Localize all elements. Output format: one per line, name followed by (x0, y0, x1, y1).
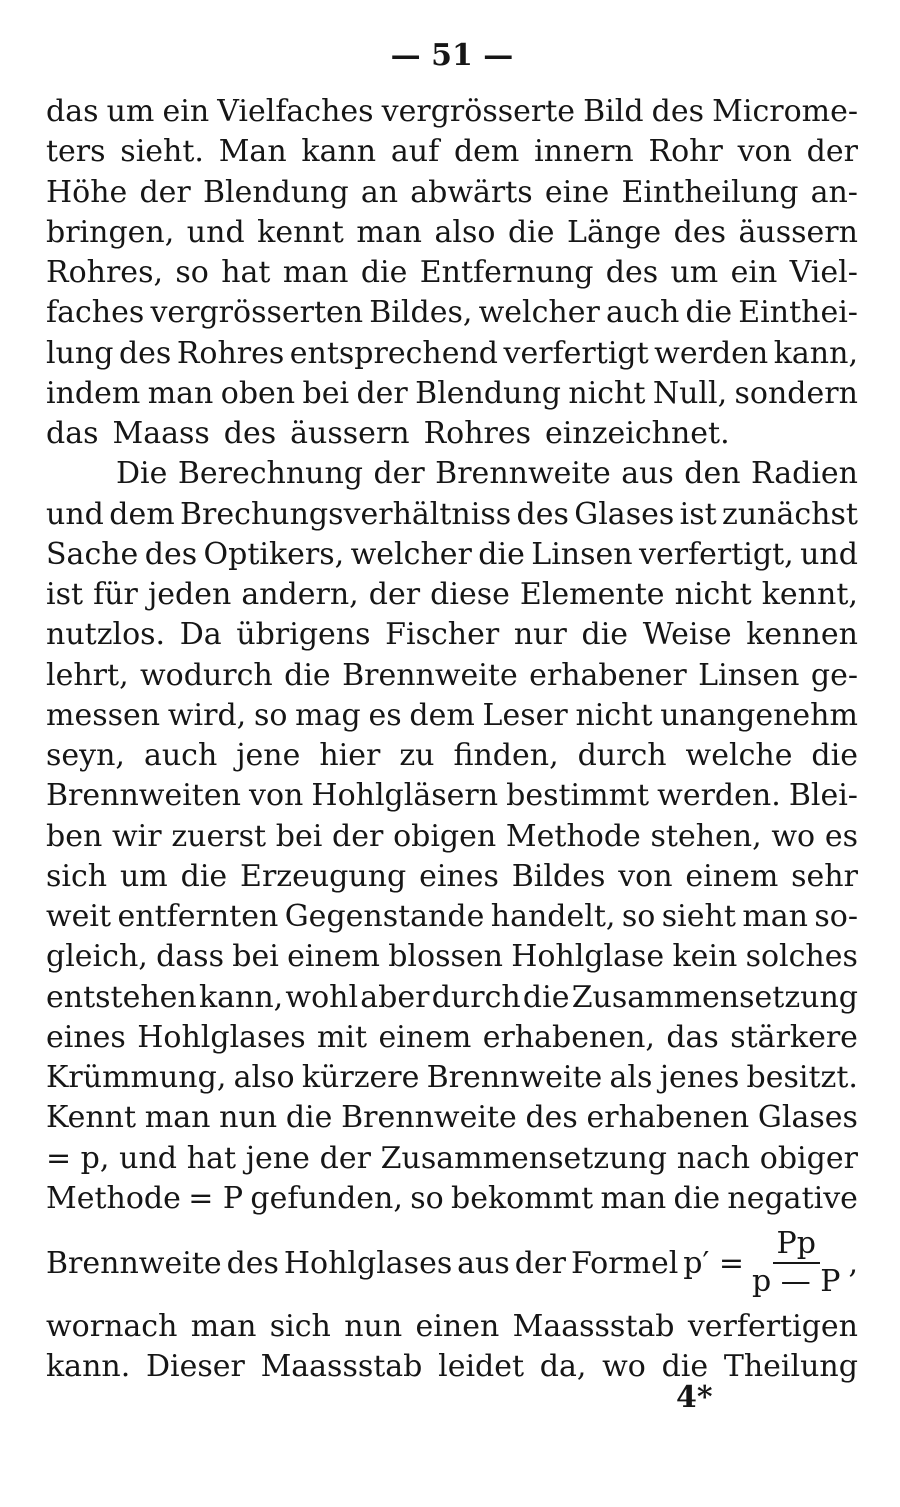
word: ist (679, 496, 717, 532)
word: Null, (652, 375, 728, 411)
word: entstehen (46, 979, 197, 1015)
word: man (742, 899, 808, 934)
word: indem (46, 375, 141, 411)
word: erhabenen (586, 1100, 750, 1136)
word: da, (539, 1349, 587, 1385)
word: Methode (505, 818, 641, 854)
word: welcher (350, 536, 472, 572)
word: sondern (734, 375, 858, 411)
word: die (285, 1100, 333, 1136)
word: wornach (46, 1309, 178, 1344)
word: bestimmt (506, 778, 650, 814)
word: Krümmung, (46, 1060, 227, 1095)
word: Formel (570, 1245, 679, 1281)
word: Hohlglases (283, 1245, 453, 1281)
word: Gegenstande (284, 899, 485, 934)
word: sieht. (120, 134, 204, 170)
text-line (46, 696, 858, 736)
word: welche (685, 738, 793, 773)
word: innern (534, 134, 634, 170)
word: der (319, 1140, 371, 1176)
word: = P (188, 1180, 244, 1216)
word: Radien (750, 456, 858, 492)
word: mag (295, 697, 361, 733)
word: dem (453, 134, 520, 170)
word: einem (378, 1019, 472, 1055)
text-line (46, 132, 858, 172)
word: Fischer (385, 617, 500, 653)
word: Microme- (712, 94, 858, 129)
word: Blei- (788, 778, 858, 814)
fraction-numerator: Pp (773, 1226, 820, 1264)
word: vergrösserte (381, 94, 576, 129)
word: aus (457, 1245, 510, 1281)
text-line (46, 293, 858, 333)
word: hat (186, 1140, 237, 1176)
word: also (233, 1060, 295, 1095)
text-line (46, 857, 858, 897)
word: nicht (674, 577, 752, 612)
word: kennen (746, 617, 858, 653)
word: dem (409, 697, 475, 733)
word: jenes (659, 1060, 740, 1095)
word: faches (46, 295, 145, 331)
text-line (46, 414, 858, 454)
word: hier (319, 738, 381, 773)
word: Vielfaches (217, 94, 374, 129)
word: Hohlglases (137, 1019, 306, 1055)
word: Rohres (423, 416, 532, 451)
word: man (190, 1309, 257, 1344)
word: jene (236, 738, 301, 773)
text-line (46, 817, 858, 857)
word: durch (577, 738, 667, 773)
word: eine (544, 174, 610, 210)
word: verfertigt, (639, 536, 794, 572)
word: werden (654, 335, 769, 371)
word: Brennweite (435, 456, 611, 492)
word: die (180, 858, 228, 894)
word: des (525, 1100, 578, 1136)
text-line (46, 374, 858, 414)
word: verfertigen (687, 1309, 858, 1344)
word: ben (46, 818, 103, 854)
word: gleich, (46, 939, 148, 975)
word: lehrt, (46, 657, 129, 693)
word: die (360, 255, 408, 290)
word: des (516, 496, 569, 532)
word: zu (399, 738, 435, 773)
word: kürzere (301, 1060, 420, 1095)
text-line (46, 1307, 858, 1347)
word: ge- (810, 657, 858, 693)
word: unangenehm (660, 697, 858, 733)
text-line (46, 213, 858, 253)
word: von (737, 134, 792, 170)
word: wird, (167, 697, 247, 733)
word: kann (301, 134, 377, 170)
word: der (139, 174, 191, 210)
word: entfernten (117, 899, 279, 934)
word: die (284, 657, 331, 693)
word: äussern (738, 214, 858, 250)
word: erhabenen, (482, 1019, 655, 1055)
formula (683, 1226, 858, 1300)
word: messen (46, 697, 161, 733)
word: Länge (567, 214, 662, 250)
word: nutzlos. (46, 617, 166, 653)
word: von (618, 858, 673, 894)
word: kennt, (761, 577, 858, 612)
word: zuerst (171, 818, 267, 854)
word: man (282, 255, 349, 290)
word: Rohres, (46, 255, 163, 290)
word: kann. (46, 1349, 131, 1385)
word: man (600, 1180, 667, 1216)
word: äussern (290, 416, 410, 451)
word: Höhe (46, 174, 128, 210)
word: nun (219, 1100, 278, 1136)
word: und (119, 1140, 178, 1176)
text-line (46, 615, 858, 655)
word: aus (621, 456, 674, 492)
page (46, 36, 858, 1388)
word: um (106, 94, 155, 129)
word: Brennweite (46, 1245, 222, 1281)
word: Brennweiten (46, 778, 241, 814)
word: solches (745, 939, 858, 975)
word: obigen (393, 818, 497, 854)
word: Brennweite (342, 657, 518, 693)
word: Blendung (202, 174, 349, 210)
word: an- (810, 174, 858, 210)
word: Zusammensetzung (571, 979, 858, 1015)
word: diese (430, 577, 510, 612)
word: den (684, 456, 741, 492)
word: leidet (438, 1349, 525, 1385)
word: so (410, 1180, 444, 1216)
word: nur (513, 617, 567, 653)
word: es (824, 818, 858, 854)
word: durch (431, 979, 521, 1015)
word: bei (275, 818, 323, 854)
text-line (46, 535, 858, 575)
text-line (46, 495, 858, 535)
word: das (46, 416, 99, 451)
word: wo (771, 818, 816, 854)
word: bekommt (451, 1180, 594, 1216)
text-line (46, 656, 858, 696)
word: Maassstab (260, 1349, 423, 1385)
formula-comma: , (848, 1245, 858, 1281)
word: einem (287, 939, 380, 975)
word: Dieser (145, 1349, 245, 1385)
word: man (144, 1100, 211, 1136)
word: der (373, 456, 425, 492)
word: wodurch (140, 657, 273, 693)
word: stehen, (650, 818, 762, 854)
text-line (46, 978, 858, 1018)
word: Bild (583, 94, 644, 129)
fraction (748, 1226, 844, 1300)
word: auch (143, 738, 218, 773)
word: sich (46, 858, 108, 894)
word: einem (685, 858, 779, 894)
word: entsprechend (289, 335, 499, 371)
word: Entfernung (419, 255, 594, 290)
text-line (46, 1058, 858, 1098)
text-line (46, 92, 858, 132)
word: und (800, 536, 858, 572)
word: aber (360, 979, 430, 1015)
word: wohl (285, 979, 359, 1015)
word: obiger (759, 1140, 858, 1176)
word: des (605, 255, 659, 290)
word: das (46, 94, 99, 129)
word: Die (116, 456, 168, 492)
text-line (46, 937, 858, 977)
text-line (46, 1098, 858, 1138)
word: ist (46, 577, 84, 612)
word: kann, (773, 335, 858, 371)
word: wir (112, 818, 162, 854)
word: erhabener (529, 657, 687, 693)
word: Bildes (511, 858, 606, 894)
word: sieht (661, 899, 736, 934)
word: man (356, 214, 422, 250)
word: die (478, 536, 525, 572)
word: so (621, 899, 656, 934)
word: negative (727, 1180, 858, 1216)
word: kennt (257, 214, 344, 250)
word: von (249, 778, 304, 814)
word: dass (156, 939, 224, 975)
word: andern, (241, 577, 359, 612)
word: Berechnung (177, 456, 364, 492)
formula-lhs: p′ = (683, 1245, 744, 1281)
word: Sache (46, 536, 139, 572)
text-line (46, 736, 858, 776)
word: mit (316, 1019, 368, 1055)
word: die (507, 214, 555, 250)
word: weit (46, 899, 112, 934)
word: Eintheilung (621, 174, 799, 210)
word: welcher (478, 295, 600, 331)
word: nach (676, 1140, 751, 1176)
word: auf (390, 134, 440, 170)
word: die (685, 295, 733, 331)
word: des (118, 335, 172, 371)
word: Erzeugung (240, 858, 407, 894)
word: zunächst (722, 496, 858, 532)
word: Theilung (723, 1349, 858, 1385)
word: das (666, 1019, 719, 1055)
word: wo (602, 1349, 646, 1385)
word: ters (46, 134, 106, 170)
word: jene (245, 1140, 310, 1176)
word: kein (672, 939, 738, 975)
word: nicht (568, 375, 646, 411)
text-line (46, 1179, 858, 1219)
word: besitzt. (746, 1060, 858, 1095)
word: vergrösserten (150, 295, 364, 331)
word: Da (179, 617, 222, 653)
word: bringen, (46, 214, 175, 250)
fraction-denominator: p — P (751, 1264, 841, 1299)
word: werden. (657, 778, 781, 814)
word: = p, (46, 1140, 110, 1176)
word: Elemente (519, 577, 665, 612)
word: Man (218, 134, 287, 170)
word: der (806, 134, 858, 170)
word: Linsen (698, 657, 800, 693)
word: die (673, 1180, 721, 1216)
word: handelt, (490, 899, 616, 934)
word: Glases (574, 496, 675, 532)
word: des (144, 536, 198, 572)
signature-mark: 4* (676, 1380, 713, 1415)
word: Leser (482, 697, 568, 733)
word: einen (415, 1309, 500, 1344)
word: Zusammensetzung (380, 1140, 667, 1176)
word: jeden (147, 577, 232, 612)
word: übrigens (236, 617, 371, 653)
word: also (434, 214, 496, 250)
text-line (46, 897, 858, 937)
word: Brechungsverhältniss (180, 496, 512, 532)
word: gefunden, (250, 1180, 403, 1216)
word: die (522, 979, 570, 1015)
word: kann, (198, 979, 284, 1015)
word: stärkere (730, 1019, 858, 1055)
word: an (360, 174, 399, 210)
word: Methode (46, 1180, 181, 1216)
text-line (46, 253, 858, 293)
word: die (581, 617, 629, 653)
page-number: — 51 — (390, 38, 514, 73)
word: als (609, 1060, 653, 1095)
word: abwärts (410, 174, 533, 210)
word: einzeichnet. (545, 416, 730, 451)
word: Viel- (789, 255, 858, 290)
word: blossen (388, 939, 503, 975)
word: des (223, 416, 277, 451)
word: des (226, 1245, 279, 1281)
text-line (46, 1347, 858, 1387)
word: Optikers, (203, 536, 345, 572)
body-text (46, 92, 858, 1388)
word: Linsen (531, 536, 633, 572)
word: um (119, 858, 168, 894)
word: so (253, 697, 288, 733)
text-line (46, 334, 858, 374)
word: die (661, 1349, 709, 1385)
word: nun (344, 1309, 403, 1344)
word: nicht (575, 697, 653, 733)
word: die (811, 738, 858, 773)
formula-line (46, 1219, 858, 1307)
text-line (46, 575, 858, 615)
word: für (93, 577, 138, 612)
word: und (46, 496, 104, 532)
word: sich (269, 1309, 331, 1344)
text-line (46, 173, 858, 213)
text-line (46, 776, 858, 816)
word: Blendung (415, 375, 561, 411)
word: Hohlgläsern (311, 778, 499, 814)
word: der (332, 818, 384, 854)
word: es (368, 697, 402, 733)
word: oben (220, 375, 296, 411)
word: Brennweite (341, 1100, 517, 1136)
word: lung (46, 335, 114, 371)
word: eines (46, 1019, 126, 1055)
word: hat (221, 255, 271, 290)
word: Glases (757, 1100, 858, 1136)
word: so- (814, 899, 858, 934)
word: seyn, (46, 738, 125, 773)
word: Maass (112, 416, 210, 451)
word: und (186, 214, 245, 250)
text-line (46, 1018, 858, 1058)
word: eines (419, 858, 499, 894)
word: Rohres (176, 335, 285, 371)
word: ein (730, 255, 778, 290)
word: Maassstab (512, 1309, 675, 1344)
word: so (175, 255, 209, 290)
word: man (147, 375, 214, 411)
word: Bildes, (369, 295, 473, 331)
word: Rohr (648, 134, 723, 170)
word: des (673, 214, 726, 250)
word: sehr (791, 858, 858, 894)
word: um (670, 255, 719, 290)
word: der (368, 577, 421, 612)
word: Weise (642, 617, 732, 653)
word: auch (606, 295, 680, 331)
text-line (46, 1139, 858, 1179)
word: Hohlglase (511, 939, 665, 975)
word: Brennweite (426, 1060, 603, 1095)
word: des (651, 94, 705, 129)
word: Einthei- (738, 295, 858, 331)
word: bei (302, 375, 350, 411)
word: der (356, 375, 408, 411)
word: dem (109, 496, 175, 532)
word: der (514, 1245, 567, 1281)
word: bei (232, 939, 279, 975)
word: ein (162, 94, 210, 129)
word: verfertigt (503, 335, 649, 371)
text-line (46, 454, 858, 494)
word: finden, (453, 738, 559, 773)
word: Kennt (46, 1100, 137, 1136)
